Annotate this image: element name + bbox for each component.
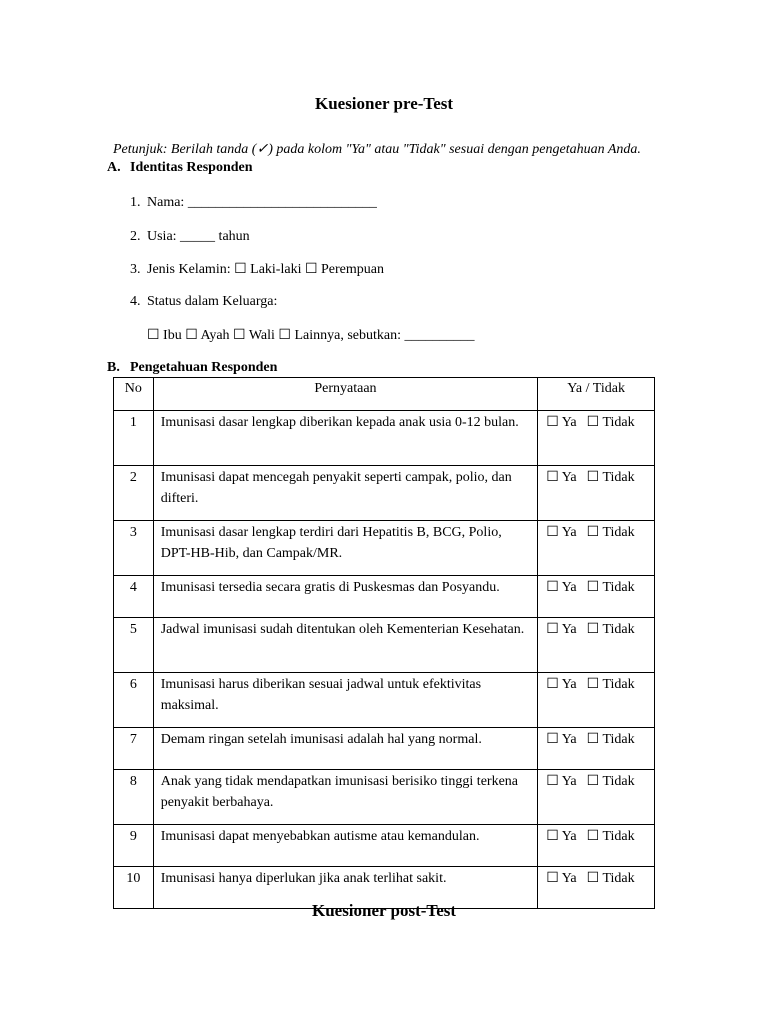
row-number: 1 [114, 411, 154, 466]
pre-test-title: Kuesioner pre-Test [314, 94, 454, 113]
no-checkbox[interactable]: ☐ Tidak [586, 677, 635, 692]
section-a-title: Identitas Responden [130, 160, 253, 175]
table-row [114, 576, 655, 618]
no-checkbox[interactable]: ☐ Tidak [586, 829, 635, 844]
table-row [114, 673, 655, 728]
row-statement: Demam ringan setelah imunisasi adalah hal yang normal. [153, 728, 537, 770]
field-family-status [130, 294, 277, 310]
field-gender-label: Jenis Kelamin: ☐ Laki-laki ☐ Perempuan [147, 262, 384, 277]
row-number: 2 [114, 466, 154, 521]
field-name[interactable] [130, 195, 377, 211]
table-row [114, 728, 655, 770]
yes-checkbox[interactable]: ☐ Ya [546, 871, 577, 886]
field-gender[interactable] [130, 261, 384, 278]
yes-checkbox[interactable]: ☐ Ya [546, 415, 577, 430]
post-test-title: Kuesioner post-Test [311, 901, 457, 920]
knowledge-table [113, 377, 655, 909]
field-family-status-label: Status dalam Keluarga: [147, 294, 278, 309]
answer-cell [538, 673, 655, 728]
yes-checkbox[interactable]: ☐ Ya [546, 677, 577, 692]
field-age-label: Usia: _____ tahun [147, 229, 250, 244]
no-checkbox[interactable]: ☐ Tidak [586, 525, 635, 540]
header-no: No [114, 378, 154, 411]
row-statement: Imunisasi harus diberikan sesuai jadwal untuk efektivitas maksimal. [153, 673, 537, 728]
no-checkbox[interactable]: ☐ Tidak [586, 580, 635, 595]
field-number: 2. [130, 229, 141, 244]
no-checkbox[interactable]: ☐ Tidak [586, 774, 635, 789]
yes-checkbox[interactable]: ☐ Ya [546, 525, 577, 540]
table-header-row [114, 378, 655, 411]
row-number: 6 [114, 673, 154, 728]
row-statement: Imunisasi hanya diperlukan jika anak terlihat sakit. [153, 867, 537, 909]
row-number: 3 [114, 521, 154, 576]
answer-cell [538, 618, 655, 673]
yes-checkbox[interactable]: ☐ Ya [546, 829, 577, 844]
row-number: 8 [114, 770, 154, 825]
row-number: 9 [114, 825, 154, 867]
row-statement: Imunisasi dasar lengkap diberikan kepada anak usia 0-12 bulan. [153, 411, 537, 466]
answer-cell [538, 521, 655, 576]
table-row [114, 521, 655, 576]
answer-cell [538, 770, 655, 825]
answer-cell [538, 728, 655, 770]
no-checkbox[interactable]: ☐ Tidak [586, 622, 635, 637]
instruction-text: Petunjuk: Berilah tanda (✓) pada kolom "Ya" atau "Tidak" sesuai dengan pengetahuan Anda. [113, 142, 641, 157]
table-row [114, 770, 655, 825]
yes-checkbox[interactable]: ☐ Ya [546, 470, 577, 485]
field-age[interactable] [130, 229, 250, 245]
section-b-letter: B. [107, 360, 120, 375]
row-number: 5 [114, 618, 154, 673]
row-number: 10 [114, 867, 154, 909]
row-number: 7 [114, 728, 154, 770]
yes-checkbox[interactable]: ☐ Ya [546, 774, 577, 789]
no-checkbox[interactable]: ☐ Tidak [586, 415, 635, 430]
answer-cell [538, 825, 655, 867]
row-number: 4 [114, 576, 154, 618]
table-row [114, 466, 655, 521]
table-row [114, 825, 655, 867]
section-b-title: Pengetahuan Responden [130, 360, 278, 375]
table-row [114, 618, 655, 673]
section-b-heading [107, 360, 277, 376]
row-statement: Imunisasi dapat menyebabkan autisme atau kemandulan. [153, 825, 537, 867]
field-number: 1. [130, 195, 141, 210]
row-statement: Anak yang tidak mendapatkan imunisasi berisiko tinggi terkena penyakit berbahaya. [153, 770, 537, 825]
row-statement: Imunisasi dapat mencegah penyakit seperti campak, polio, dan difteri. [153, 466, 537, 521]
yes-checkbox[interactable]: ☐ Ya [546, 580, 577, 595]
yes-checkbox[interactable]: ☐ Ya [546, 622, 577, 637]
no-checkbox[interactable]: ☐ Tidak [586, 871, 635, 886]
table-row [114, 411, 655, 466]
field-number: 3. [130, 262, 141, 277]
field-name-label: Nama: ___________________________ [147, 195, 377, 210]
yes-checkbox[interactable]: ☐ Ya [546, 732, 577, 747]
answer-cell [538, 576, 655, 618]
answer-cell [538, 466, 655, 521]
family-status-options[interactable]: ☐ Ibu ☐ Ayah ☐ Wali ☐ Lainnya, sebutkan: __________ [147, 328, 475, 343]
row-statement: Imunisasi tersedia secara gratis di Puskesmas dan Posyandu. [153, 576, 537, 618]
row-statement: Jadwal imunisasi sudah ditentukan oleh Kementerian Kesehatan. [153, 618, 537, 673]
answer-cell [538, 411, 655, 466]
section-a-letter: A. [107, 160, 121, 175]
header-statement: Pernyataan [153, 378, 537, 411]
field-number: 4. [130, 294, 141, 309]
no-checkbox[interactable]: ☐ Tidak [586, 470, 635, 485]
row-statement: Imunisasi dasar lengkap terdiri dari Hepatitis B, BCG, Polio, DPT-HB-Hib, dan Campak/MR. [153, 521, 537, 576]
header-answer: Ya / Tidak [538, 378, 655, 411]
no-checkbox[interactable]: ☐ Tidak [586, 732, 635, 747]
section-a-heading [107, 160, 253, 176]
